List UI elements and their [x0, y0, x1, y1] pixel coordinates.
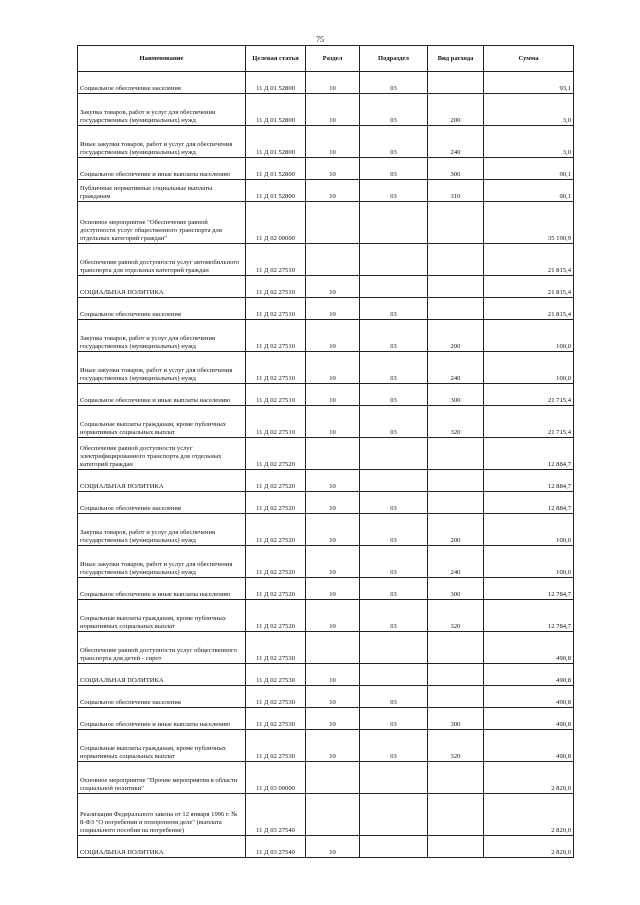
cell-section: 10	[306, 126, 360, 158]
table-row	[78, 352, 574, 384]
cell-sum: 12 784,7	[484, 578, 574, 600]
cell-expense-type	[428, 794, 484, 836]
cell-expense-type: 320	[428, 730, 484, 762]
cell-section: 10	[306, 686, 360, 708]
cell-name: Реализация Федерального закона от 12 января 1996 г. № 8-ФЗ "О погребении и похоронном деле" (выплата социального пособия на погребение)	[78, 794, 246, 836]
cell-subsection: 03	[360, 492, 428, 514]
cell-name: Социальное обеспечение населения	[78, 72, 246, 94]
cell-target-article: 11 Д 02 27530	[246, 708, 306, 730]
cell-name: Социальное обеспечение и иные выплаты населению	[78, 158, 246, 180]
cell-target-article: 11 Д 03 27540	[246, 794, 306, 836]
cell-sum: 490,8	[484, 730, 574, 762]
cell-subsection	[360, 276, 428, 298]
cell-section: 10	[306, 276, 360, 298]
cell-section: 10	[306, 664, 360, 686]
cell-target-article: 11 Д 02 27520	[246, 470, 306, 492]
cell-name: Основное мероприятие "Прочие мероприятия в области социальной политики"	[78, 762, 246, 794]
cell-sum: 3,0	[484, 94, 574, 126]
cell-section: 10	[306, 514, 360, 546]
cell-target-article: 11 Д 02 27510	[246, 384, 306, 406]
cell-subsection: 03	[360, 514, 428, 546]
cell-section: 10	[306, 158, 360, 180]
cell-section: 10	[306, 708, 360, 730]
cell-section: 10	[306, 470, 360, 492]
cell-section: 10	[306, 72, 360, 94]
cell-expense-type	[428, 276, 484, 298]
cell-target-article: 11 Д 02 27510	[246, 352, 306, 384]
cell-expense-type: 200	[428, 320, 484, 352]
cell-sum: 100,0	[484, 352, 574, 384]
cell-section: 10	[306, 94, 360, 126]
cell-expense-type: 320	[428, 600, 484, 632]
cell-expense-type	[428, 762, 484, 794]
table-row	[78, 578, 574, 600]
cell-name: Иные закупки товаров, работ и услуг для обеспечения государственных (муниципальных) нужд	[78, 126, 246, 158]
cell-subsection: 03	[360, 94, 428, 126]
cell-expense-type	[428, 632, 484, 664]
table-row	[78, 836, 574, 858]
cell-name: Закупка товаров, работ и услуг для обеспечения государственных (муниципальных) нужд	[78, 514, 246, 546]
table-row	[78, 180, 574, 202]
col-header-name: Наименование	[78, 46, 246, 72]
cell-section: 10	[306, 836, 360, 858]
cell-target-article: 11 Д 02 27520	[246, 492, 306, 514]
col-header-expense-type: Вид расхода	[428, 46, 484, 72]
cell-target-article: 11 Д 01 52800	[246, 126, 306, 158]
table-row	[78, 276, 574, 298]
cell-target-article: 11 Д 02 00000	[246, 202, 306, 244]
cell-name: СОЦИАЛЬНАЯ ПОЛИТИКА	[78, 276, 246, 298]
cell-name: Обеспечение равной доступности услуг общественного транспорта для детей - сирот	[78, 632, 246, 664]
table-row	[78, 546, 574, 578]
cell-subsection	[360, 202, 428, 244]
cell-subsection	[360, 632, 428, 664]
cell-section: 10	[306, 384, 360, 406]
cell-expense-type: 240	[428, 126, 484, 158]
cell-name: Социальное обеспечение населения	[78, 298, 246, 320]
cell-sum: 12 784,7	[484, 600, 574, 632]
cell-section	[306, 632, 360, 664]
cell-section: 10	[306, 492, 360, 514]
cell-target-article: 11 Д 01 52800	[246, 94, 306, 126]
cell-expense-type	[428, 470, 484, 492]
cell-target-article: 11 Д 02 27530	[246, 730, 306, 762]
cell-expense-type: 240	[428, 546, 484, 578]
cell-subsection	[360, 244, 428, 276]
cell-expense-type	[428, 72, 484, 94]
cell-subsection: 03	[360, 320, 428, 352]
cell-sum: 21 815,4	[484, 244, 574, 276]
cell-expense-type: 200	[428, 94, 484, 126]
table-body	[78, 72, 574, 858]
cell-section: 10	[306, 298, 360, 320]
cell-subsection: 03	[360, 578, 428, 600]
col-header-subsection: Подраздел	[360, 46, 428, 72]
cell-subsection: 03	[360, 180, 428, 202]
cell-name: Иные закупки товаров, работ и услуг для обеспечения государственных (муниципальных) нужд	[78, 546, 246, 578]
cell-subsection	[360, 836, 428, 858]
cell-target-article: 11 Д 02 27520	[246, 600, 306, 632]
table-row	[78, 632, 574, 664]
cell-expense-type	[428, 686, 484, 708]
table-row	[78, 730, 574, 762]
table-row	[78, 664, 574, 686]
cell-sum: 3,0	[484, 126, 574, 158]
cell-target-article: 11 Д 02 27530	[246, 632, 306, 664]
cell-subsection: 03	[360, 686, 428, 708]
cell-target-article: 11 Д 02 27510	[246, 298, 306, 320]
cell-section: 10	[306, 546, 360, 578]
cell-subsection	[360, 470, 428, 492]
cell-target-article: 11 Д 02 27510	[246, 244, 306, 276]
cell-target-article: 11 Д 03 27540	[246, 836, 306, 858]
cell-expense-type: 240	[428, 352, 484, 384]
cell-subsection: 03	[360, 730, 428, 762]
cell-expense-type	[428, 202, 484, 244]
col-header-target-article: Целевая статья	[246, 46, 306, 72]
cell-name: Основное мероприятие "Обеспечение равной доступности услуг общественного транспорта для отдельных категорий граждан"	[78, 202, 246, 244]
cell-sum: 2 820,0	[484, 794, 574, 836]
cell-name: СОЦИАЛЬНАЯ ПОЛИТИКА	[78, 836, 246, 858]
cell-subsection: 03	[360, 546, 428, 578]
cell-target-article: 11 Д 02 27530	[246, 686, 306, 708]
cell-subsection: 03	[360, 708, 428, 730]
cell-expense-type: 300	[428, 578, 484, 600]
cell-section: 10	[306, 600, 360, 632]
cell-target-article: 11 Д 02 27520	[246, 514, 306, 546]
cell-section	[306, 794, 360, 836]
col-header-section: Раздел	[306, 46, 360, 72]
table-row	[78, 514, 574, 546]
cell-name: Обеспечение равной доступности услуг автомобильного транспорта для отдельных категорий граждан	[78, 244, 246, 276]
table-row	[78, 762, 574, 794]
cell-sum: 93,1	[484, 72, 574, 94]
cell-subsection	[360, 762, 428, 794]
cell-name: Иные закупки товаров, работ и услуг для обеспечения государственных (муниципальных) нужд	[78, 352, 246, 384]
cell-section	[306, 202, 360, 244]
cell-section: 10	[306, 730, 360, 762]
cell-name: СОЦИАЛЬНАЯ ПОЛИТИКА	[78, 664, 246, 686]
col-header-sum: Сумма	[484, 46, 574, 72]
cell-expense-type	[428, 244, 484, 276]
cell-expense-type	[428, 836, 484, 858]
table-row	[78, 202, 574, 244]
cell-subsection: 03	[360, 298, 428, 320]
cell-sum: 490,8	[484, 708, 574, 730]
cell-name: Социальные выплаты гражданам, кроме публичных нормативных социальных выплат	[78, 406, 246, 438]
cell-section: 10	[306, 406, 360, 438]
table-row	[78, 158, 574, 180]
cell-name: Социальное обеспечение и иные выплаты населению	[78, 708, 246, 730]
table-row	[78, 244, 574, 276]
cell-sum: 490,8	[484, 632, 574, 664]
cell-expense-type	[428, 438, 484, 470]
cell-expense-type: 320	[428, 406, 484, 438]
cell-subsection: 03	[360, 158, 428, 180]
table-row	[78, 126, 574, 158]
cell-sum: 21 715,4	[484, 384, 574, 406]
cell-target-article: 11 Д 02 27510	[246, 276, 306, 298]
table-row	[78, 708, 574, 730]
cell-target-article: 11 Д 02 27520	[246, 578, 306, 600]
cell-expense-type: 300	[428, 158, 484, 180]
cell-name: Социальное обеспечение и иные выплаты населению	[78, 384, 246, 406]
cell-subsection: 03	[360, 72, 428, 94]
cell-target-article: 11 Д 03 00000	[246, 762, 306, 794]
table-row	[78, 72, 574, 94]
cell-section	[306, 762, 360, 794]
cell-target-article: 11 Д 01 52800	[246, 72, 306, 94]
cell-sum: 100,0	[484, 546, 574, 578]
cell-sum: 2 820,0	[484, 836, 574, 858]
cell-section: 10	[306, 352, 360, 384]
cell-sum: 2 820,0	[484, 762, 574, 794]
cell-expense-type: 300	[428, 384, 484, 406]
cell-name: Закупка товаров, работ и услуг для обеспечения государственных (муниципальных) нужд	[78, 94, 246, 126]
cell-subsection: 03	[360, 406, 428, 438]
cell-target-article: 11 Д 02 27530	[246, 664, 306, 686]
cell-section: 10	[306, 320, 360, 352]
table-row	[78, 298, 574, 320]
table-header-row	[78, 46, 574, 72]
cell-name: Социальные выплаты гражданам, кроме публичных нормативных социальных выплат	[78, 600, 246, 632]
cell-subsection	[360, 664, 428, 686]
table-row	[78, 438, 574, 470]
cell-section	[306, 438, 360, 470]
cell-section: 10	[306, 578, 360, 600]
cell-sum: 100,0	[484, 514, 574, 546]
cell-sum: 21 815,4	[484, 298, 574, 320]
cell-subsection: 03	[360, 600, 428, 632]
cell-sum: 90,1	[484, 180, 574, 202]
table-row	[78, 600, 574, 632]
table-row	[78, 794, 574, 836]
cell-expense-type	[428, 298, 484, 320]
cell-sum: 21 815,4	[484, 276, 574, 298]
table-row	[78, 320, 574, 352]
cell-target-article: 11 Д 01 52800	[246, 158, 306, 180]
cell-section	[306, 244, 360, 276]
cell-subsection: 03	[360, 352, 428, 384]
cell-sum: 100,0	[484, 320, 574, 352]
cell-name: Социальное обеспечение населения	[78, 686, 246, 708]
table-row	[78, 686, 574, 708]
cell-target-article: 11 Д 02 27510	[246, 406, 306, 438]
cell-subsection: 03	[360, 384, 428, 406]
cell-sum: 490,8	[484, 686, 574, 708]
cell-name: Обеспечение равной доступности услуг электрифицированного транспорта для отдельных категорий граждан	[78, 438, 246, 470]
cell-name: СОЦИАЛЬНАЯ ПОЛИТИКА	[78, 470, 246, 492]
cell-target-article: 11 Д 02 27520	[246, 438, 306, 470]
cell-name: Социальное обеспечение населения	[78, 492, 246, 514]
cell-target-article: 11 Д 01 52800	[246, 180, 306, 202]
cell-sum: 12 884,7	[484, 438, 574, 470]
cell-sum: 12 884,7	[484, 492, 574, 514]
cell-sum: 90,1	[484, 158, 574, 180]
cell-target-article: 11 Д 02 27520	[246, 546, 306, 578]
cell-name: Публичные нормативные социальные выплаты гражданам	[78, 180, 246, 202]
cell-sum: 21 715,4	[484, 406, 574, 438]
table-row	[78, 406, 574, 438]
cell-sum: 12 884,7	[484, 470, 574, 492]
budget-table	[77, 45, 574, 858]
cell-name: Социальные выплаты гражданам, кроме публичных нормативных социальных выплат	[78, 730, 246, 762]
cell-subsection	[360, 794, 428, 836]
cell-expense-type	[428, 492, 484, 514]
cell-name: Социальное обеспечение и иные выплаты населению	[78, 578, 246, 600]
cell-sum: 490,8	[484, 664, 574, 686]
table-row	[78, 94, 574, 126]
cell-expense-type	[428, 664, 484, 686]
cell-subsection: 03	[360, 126, 428, 158]
cell-sum: 35 190,9	[484, 202, 574, 244]
table-row	[78, 384, 574, 406]
cell-subsection	[360, 438, 428, 470]
cell-name: Закупка товаров, работ и услуг для обеспечения государственных (муниципальных) нужд	[78, 320, 246, 352]
table-row	[78, 492, 574, 514]
table-row	[78, 470, 574, 492]
cell-target-article: 11 Д 02 27510	[246, 320, 306, 352]
cell-expense-type: 300	[428, 708, 484, 730]
cell-section: 10	[306, 180, 360, 202]
cell-expense-type: 200	[428, 514, 484, 546]
cell-expense-type: 310	[428, 180, 484, 202]
page-number: 75	[316, 35, 324, 44]
